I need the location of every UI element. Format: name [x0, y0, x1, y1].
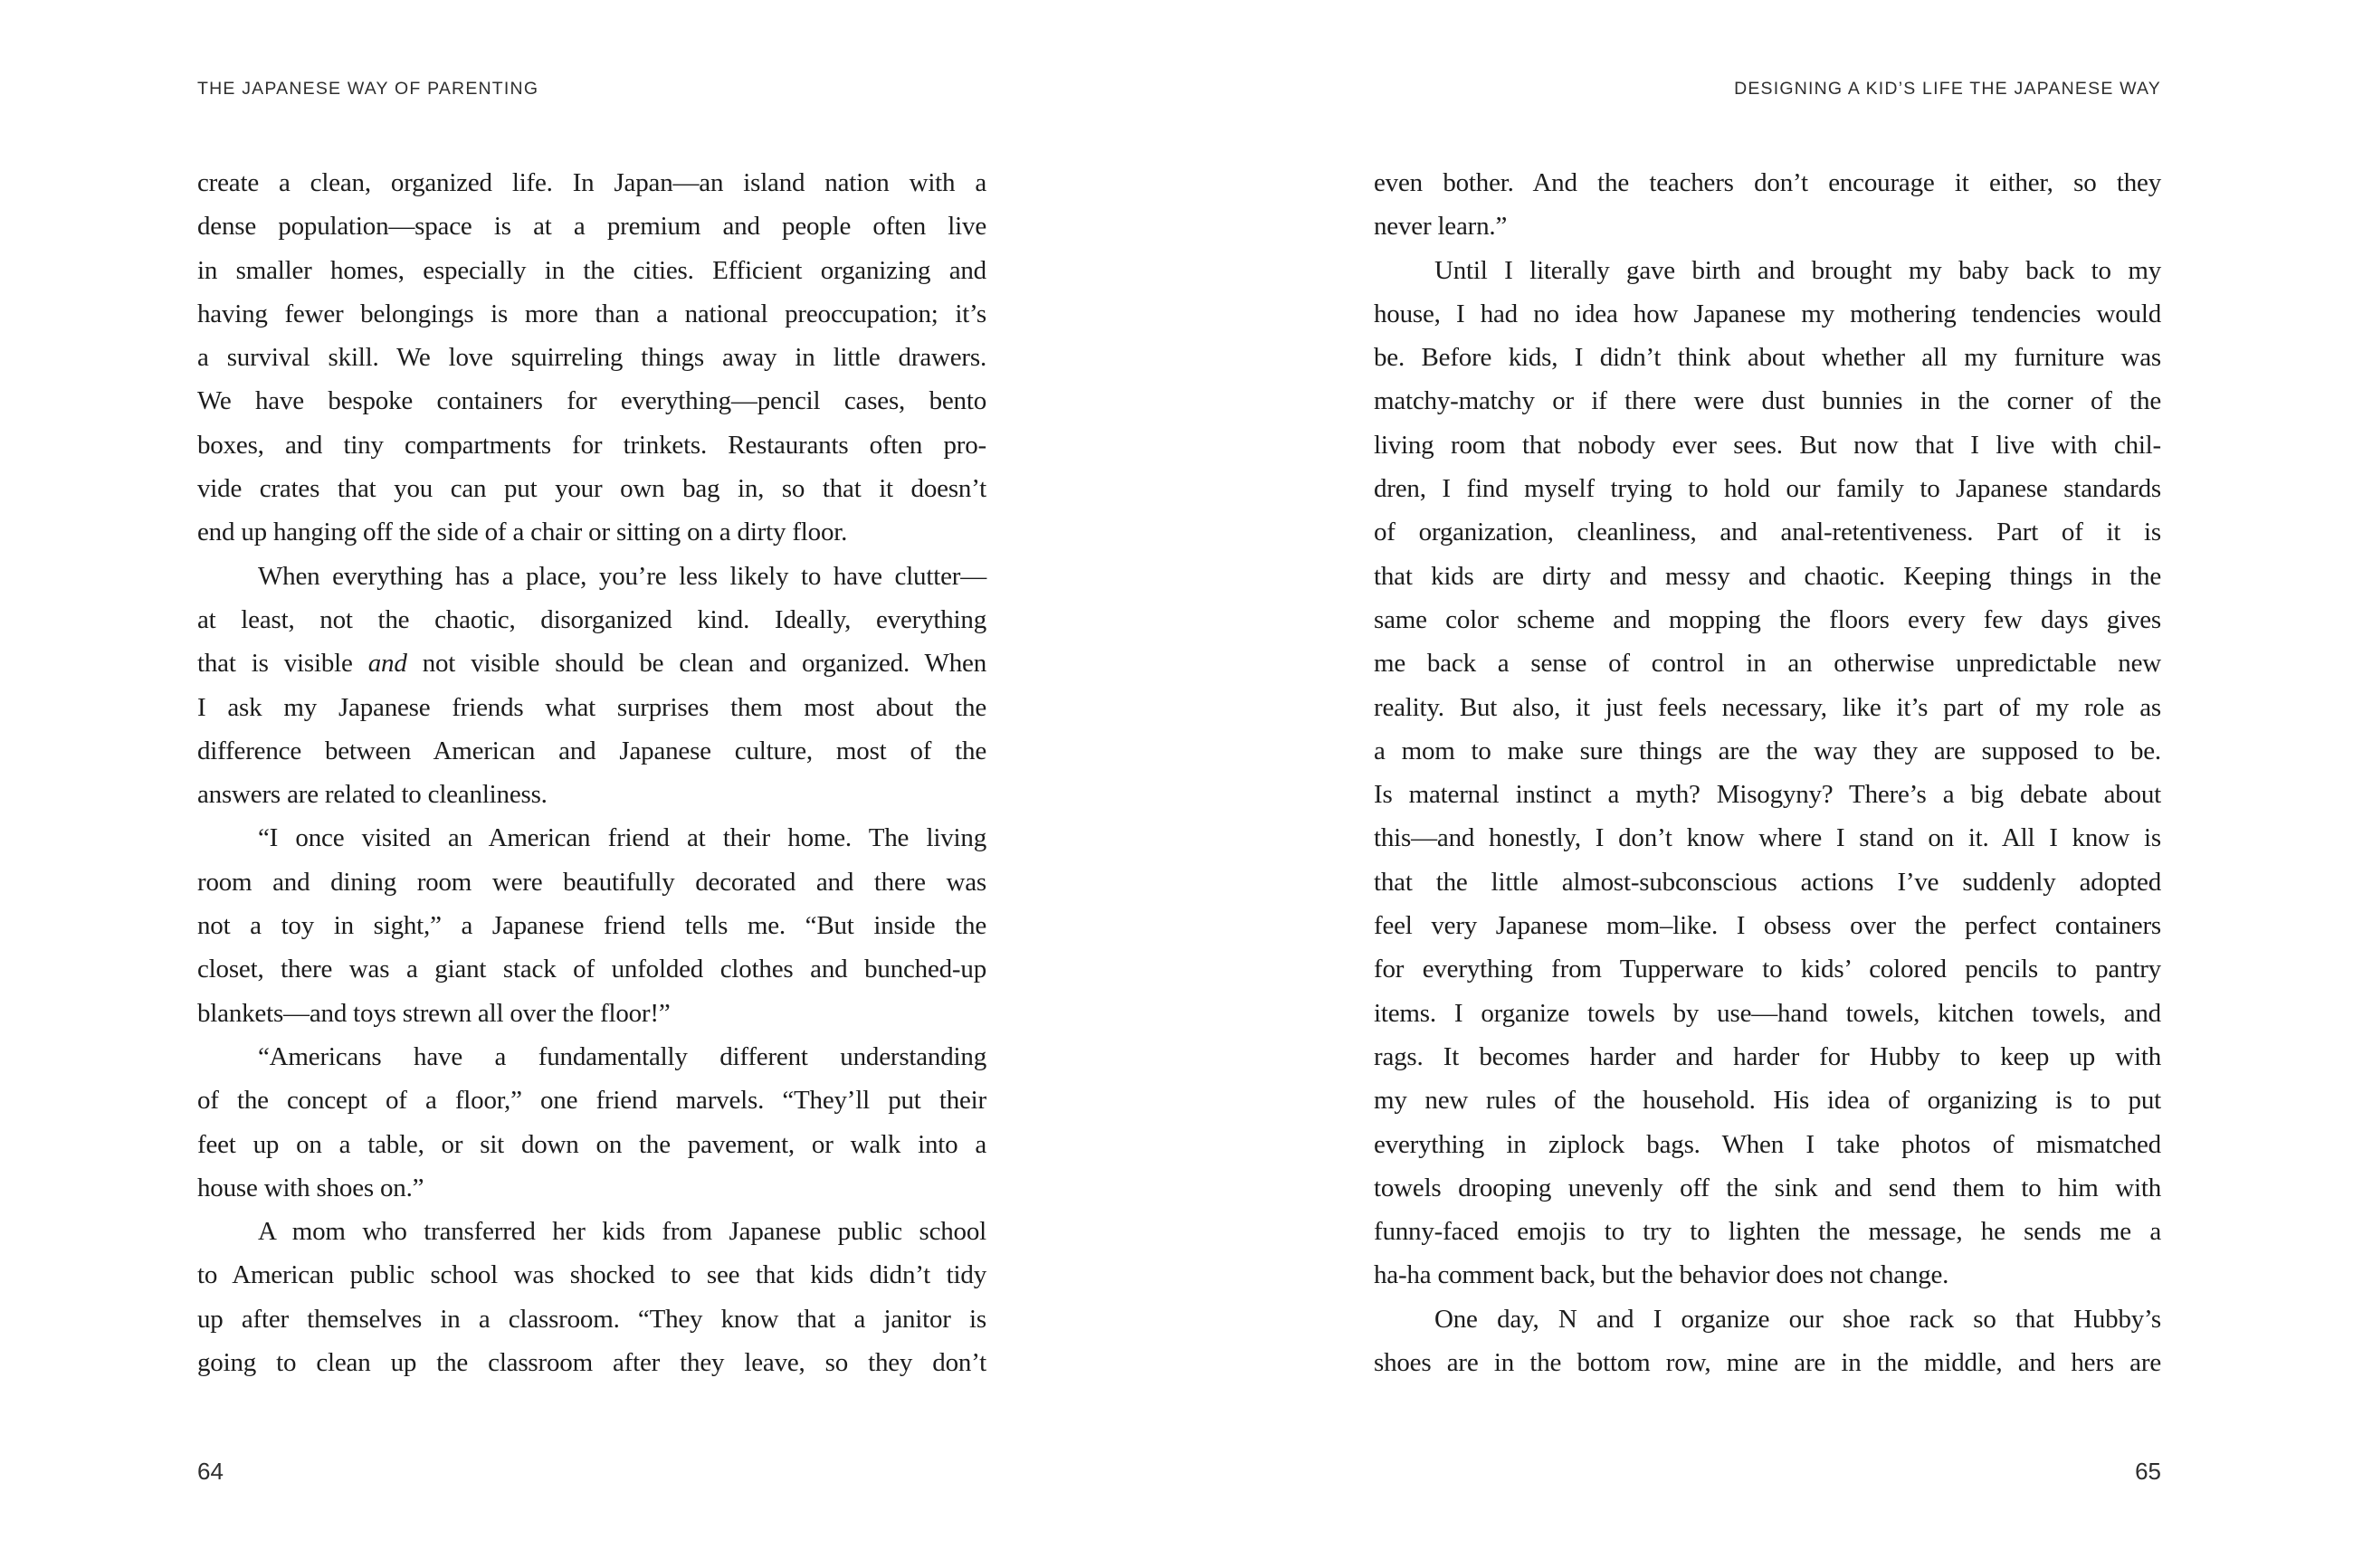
- text-line: closet, there was a giant stack of unfolded clothes and bunched-up: [197, 955, 986, 984]
- text-line: rags. It becomes harder and harder for Hubby to keep up with: [1374, 1041, 2161, 1071]
- text-line: shoes are in the bottom row, mine are in the middle, and hers are: [1374, 1348, 2161, 1378]
- text-line: house, I had no idea how Japanese my mothering tendencies would: [1374, 299, 2161, 328]
- text-line: this—and honestly, I don’t know where I stand on it. All I know is: [1374, 823, 2161, 853]
- text-line: even bother. And the teachers don’t encourage it either, so they: [1374, 168, 2161, 197]
- text-line: of organization, cleanliness, and anal-retentiveness. Part of it is: [1374, 518, 2161, 547]
- running-header-left: THE JAPANESE WAY OF PARENTING: [197, 79, 539, 99]
- text-line: dense population—space is at a premium and people often live: [197, 212, 986, 242]
- running-header-right: DESIGNING A KID’S LIFE THE JAPANESE WAY: [1734, 79, 2161, 99]
- text-line: my new rules of the household. His idea of organizing is to put: [1374, 1086, 2161, 1116]
- text-line: funny-faced emojis to try to lighten the message, he sends me a: [1374, 1217, 2161, 1247]
- text-line: a mom to make sure things are the way they are supposed to be.: [1374, 736, 2161, 765]
- text-line: reality. But also, it just feels necessary, like it’s part of my role as: [1374, 692, 2161, 722]
- text-line: When everything has a place, you’re less likely to have clutter—: [258, 561, 986, 591]
- text-line: answers are related to cleanliness.: [197, 780, 548, 810]
- text-line: matchy-matchy or if there were dust bunnies in the corner of the: [1374, 386, 2161, 416]
- page-number-left: 64: [197, 1458, 224, 1485]
- left-page-text: [197, 161, 986, 1384]
- text-line: One day, N and I organize our shoe rack so that Hubby’s: [1434, 1304, 2161, 1334]
- text-line: a survival skill. We love squirreling things away in little drawers.: [197, 343, 986, 373]
- text-line: feet up on a table, or sit down on the pavement, or walk into a: [197, 1129, 986, 1159]
- text-line: be. Before kids, I didn’t think about whether all my furniture was: [1374, 343, 2161, 373]
- text-line: Until I literally gave birth and brought my baby back to my: [1434, 255, 2161, 285]
- text-line: having fewer belongings is more than a national preoccupation; it’s: [197, 299, 986, 328]
- text-line: same color scheme and mopping the floors every few days gives: [1374, 604, 2161, 634]
- text-line: going to clean up the classroom after they leave, so they don’t: [197, 1348, 986, 1378]
- text-line: me back a sense of control in an otherwise unpredictable new: [1374, 649, 2161, 679]
- text-line: towels drooping unevenly off the sink and send them to him with: [1374, 1173, 2161, 1202]
- text-line: ha-ha comment back, but the behavior does not change.: [1374, 1260, 1949, 1290]
- text-line: I ask my Japanese friends what surprises them most about the: [197, 692, 986, 722]
- text-line: We have bespoke containers for everything—pencil cases, bento: [197, 386, 986, 416]
- text-line: living room that nobody ever sees. But now that I live with chil-: [1374, 430, 2161, 460]
- text-line: house with shoes on.”: [197, 1173, 424, 1202]
- page-number-right: 65: [2135, 1458, 2161, 1485]
- text-line: difference between American and Japanese culture, most of the: [197, 736, 986, 765]
- text-line: blankets—and toys strewn all over the floor!”: [197, 998, 671, 1028]
- text-line: never learn.”: [1374, 212, 1508, 242]
- text-line: boxes, and tiny compartments for trinkets. Restaurants often pro-: [197, 430, 986, 460]
- text-line: in smaller homes, especially in the cities. Efficient organizing and: [197, 255, 986, 285]
- text-line: everything in ziplock bags. When I take photos of mismatched: [1374, 1129, 2161, 1159]
- text-line: that the little almost-subconscious actions I’ve suddenly adopted: [1374, 867, 2161, 897]
- text-line: feel very Japanese mom–like. I obsess over the perfect containers: [1374, 911, 2161, 941]
- text-line: that kids are dirty and messy and chaotic. Keeping things in the: [1374, 561, 2161, 591]
- text-line: items. I organize towels by use—hand towels, kitchen towels, and: [1374, 998, 2161, 1028]
- text-line: vide crates that you can put your own bag in, so that it doesn’t: [197, 474, 986, 504]
- text-line: room and dining room were beautifully decorated and there was: [197, 867, 986, 897]
- text-line: “Americans have a fundamentally different understanding: [258, 1041, 986, 1071]
- right-page-text: [1374, 161, 2161, 1384]
- text-line: up after themselves in a classroom. “They know that a janitor is: [197, 1304, 986, 1334]
- text-line: to American public school was shocked to see that kids didn’t tidy: [197, 1260, 986, 1290]
- text-line: dren, I find myself trying to hold our family to Japanese standards: [1374, 474, 2161, 504]
- text-line: not a toy in sight,” a Japanese friend tells me. “But inside the: [197, 911, 986, 941]
- text-line: for everything from Tupperware to kids’ colored pencils to pantry: [1374, 955, 2161, 984]
- text-line: that is visible and not visible should be clean and organized. When: [197, 649, 986, 679]
- text-line: Is maternal instinct a myth? Misogyny? There’s a big debate about: [1374, 780, 2161, 810]
- text-line: of the concept of a floor,” one friend marvels. “They’ll put their: [197, 1086, 986, 1116]
- text-line: “I once visited an American friend at their home. The living: [258, 823, 986, 853]
- text-line: create a clean, organized life. In Japan—an island nation with a: [197, 168, 986, 197]
- text-line: A mom who transferred her kids from Japanese public school: [258, 1217, 986, 1247]
- text-line: at least, not the chaotic, disorganized kind. Ideally, everything: [197, 604, 986, 634]
- text-line: end up hanging off the side of a chair or sitting on a dirty floor.: [197, 518, 848, 547]
